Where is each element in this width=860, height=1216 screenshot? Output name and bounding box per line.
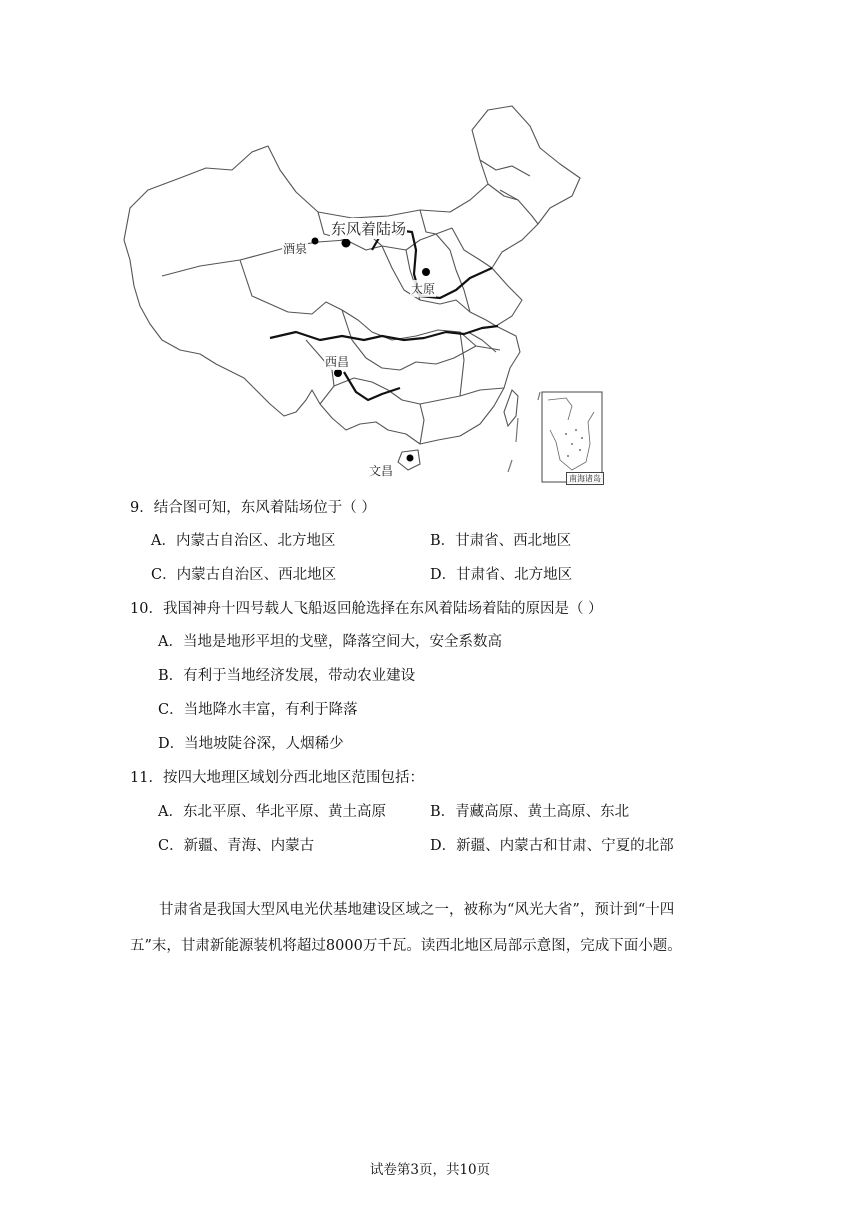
south-china-sea-islands-label: 南海诸岛 [566, 472, 604, 485]
qinling-huaihe-line [270, 326, 498, 340]
wenchang-dot [407, 455, 414, 462]
question-10-stem: 10．我国神舟十四号载人飞船返回舱选择在东风着陆场着陆的原因是（ ） [130, 601, 603, 617]
taiwan-island [504, 390, 518, 426]
question-10-option-a[interactable]: A．当地是地形平坦的戈壁，降落空间大，安全系数高 [158, 634, 502, 650]
jiuquan-label: 酒泉 [283, 242, 308, 256]
dongfeng-landing-site-label: 东风着陆场 [331, 220, 407, 238]
xichang-dot [334, 369, 342, 377]
taiyuan-dot [422, 268, 430, 276]
question-9-option-b[interactable]: B．甘肃省、西北地区 [430, 533, 572, 549]
question-11-stem: 11．按四大地理区域划分西北地区范围包括： [130, 770, 424, 786]
question-11-option-b[interactable]: B．青藏高原、黄土高原、东北 [430, 804, 630, 820]
question-11-option-a[interactable]: A．东北平原、华北平原、黄土高原 [158, 804, 386, 820]
question-10-option-b[interactable]: B．有利于当地经济发展，带动农业建设 [158, 668, 416, 684]
page-footer: 试卷第3页，共10页 [369, 1162, 491, 1178]
wenchang-label: 文昌 [369, 464, 394, 478]
taiyuan-label: 太原 [411, 282, 436, 296]
china-map-figure [120, 100, 615, 490]
question-10-option-c[interactable]: C．当地降水丰富，有利于降落 [158, 702, 358, 718]
question-9-stem: 9．结合图可知，东风着陆场位于（ ） [130, 500, 376, 516]
china-outline [124, 106, 580, 444]
xichang-label: 西昌 [325, 355, 350, 369]
question-9-option-d[interactable]: D．甘肃省、北方地区 [430, 567, 573, 583]
dongfeng-dot [342, 239, 351, 248]
question-11-option-c[interactable]: C．新疆、青海、内蒙古 [158, 838, 315, 854]
question-11-option-d[interactable]: D．新疆、内蒙古和甘肃、宁夏的北部 [430, 838, 674, 854]
passage-line-2: 五”末，甘肃新能源装机将超过8000万千瓦。读西北地区局部示意图，完成下面小题。 [130, 938, 682, 954]
china-map-svg [120, 100, 615, 490]
passage-line-1: 甘肃省是我国大型风电光伏基地建设区域之一，被称为“风光大省”，预计到“十四 [159, 902, 675, 918]
jiuquan-dot [312, 238, 319, 245]
question-9-option-a[interactable]: A．内蒙古自治区、北方地区 [151, 533, 336, 549]
question-10-option-d[interactable]: D．当地坡陡谷深，人烟稀少 [158, 736, 344, 752]
reading-passage [130, 892, 750, 964]
question-9-option-c[interactable]: C．内蒙古自治区、西北地区 [151, 567, 337, 583]
